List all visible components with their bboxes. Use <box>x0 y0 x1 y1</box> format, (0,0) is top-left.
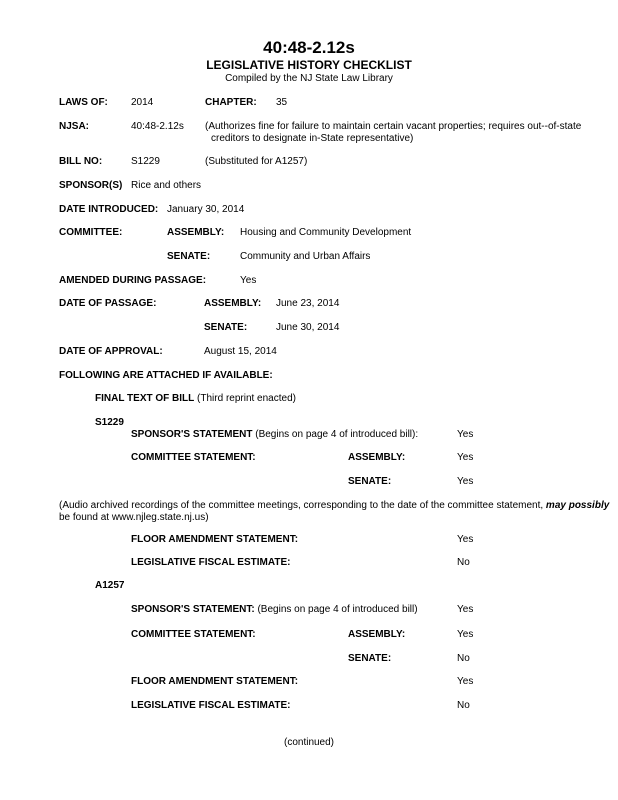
audio-note-line2: be found at www.njleg.state.nj.us) <box>59 512 209 523</box>
s1229-floor-value: Yes <box>457 534 474 545</box>
bill-no-note: (Substituted for A1257) <box>205 156 308 167</box>
audio-note-prefix: (Audio archived recordings of the committee meetings, corresponding to the date of the committee statement, <box>59 500 546 511</box>
chapter-label: CHAPTER: <box>205 97 257 108</box>
committee-assembly-value: Housing and Community Development <box>240 227 412 238</box>
date-introduced-value: January 30, 2014 <box>167 204 245 215</box>
amended-label: AMENDED DURING PASSAGE: <box>59 275 207 286</box>
final-text-row <box>95 393 296 404</box>
s1229-assembly-value: Yes <box>457 452 474 463</box>
s1229-sponsor-statement-note: (Begins on page 4 of introduced bill): <box>255 429 419 440</box>
s1229-senate-label: SENATE: <box>348 476 392 487</box>
chapter-value: 35 <box>276 97 288 108</box>
amended-value: Yes <box>240 275 257 286</box>
date-of-approval-label: DATE OF APPROVAL: <box>59 346 163 357</box>
s1229-sponsor-statement <box>131 429 418 440</box>
njsa-description-line2: creditors to designate in-State representative) <box>211 133 414 144</box>
attached-heading: FOLLOWING ARE ATTACHED IF AVAILABLE: <box>59 370 273 381</box>
a1257-assembly-label: ASSEMBLY: <box>348 629 406 640</box>
bill-no-value: S1229 <box>131 156 160 167</box>
audio-note-emphasis: may possibly <box>545 500 610 511</box>
laws-of-value: 2014 <box>131 97 154 108</box>
committee-assembly-label: ASSEMBLY: <box>167 227 225 238</box>
s1229-label: S1229 <box>95 417 124 428</box>
page-title: 40:48-2.12s <box>263 38 355 57</box>
njsa-description-line1: (Authorizes fine for failure to maintain certain vacant properties; requires out--of-state <box>205 121 582 132</box>
committee-senate-label: SENATE: <box>167 251 211 262</box>
a1257-sponsor-statement-note: (Begins on page 4 of introduced bill) <box>257 604 418 615</box>
a1257-floor-value: Yes <box>457 676 474 687</box>
final-text-label: FINAL TEXT OF BILL <box>95 393 195 404</box>
njsa-label: NJSA: <box>59 121 90 132</box>
a1257-fiscal-label: LEGISLATIVE FISCAL ESTIMATE: <box>131 700 291 711</box>
compiled-by: Compiled by the NJ State Law Library <box>225 73 393 84</box>
a1257-committee-statement-label: COMMITTEE STATEMENT: <box>131 629 256 640</box>
a1257-senate-value: No <box>457 653 470 664</box>
njsa-value: 40:48-2.12s <box>131 121 184 132</box>
s1229-sponsor-statement-label: SPONSOR'S STATEMENT <box>131 429 253 440</box>
s1229-sponsor-statement-value: Yes <box>457 429 474 440</box>
date-introduced-label: DATE INTRODUCED: <box>59 204 159 215</box>
page-subtitle: LEGISLATIVE HISTORY CHECKLIST <box>206 58 412 72</box>
s1229-fiscal-label: LEGISLATIVE FISCAL ESTIMATE: <box>131 557 291 568</box>
s1229-assembly-label: ASSEMBLY: <box>348 452 406 463</box>
a1257-label: A1257 <box>95 580 125 591</box>
passage-senate-value: June 30, 2014 <box>276 322 340 333</box>
laws-of-label: LAWS OF: <box>59 97 108 108</box>
s1229-floor-label: FLOOR AMENDMENT STATEMENT: <box>131 534 299 545</box>
a1257-sponsor-statement <box>131 604 418 615</box>
passage-assembly-value: June 23, 2014 <box>276 298 340 309</box>
a1257-assembly-value: Yes <box>457 629 474 640</box>
a1257-fiscal-value: No <box>457 700 470 711</box>
s1229-senate-value: Yes <box>457 476 474 487</box>
passage-senate-label: SENATE: <box>204 322 248 333</box>
a1257-floor-label: FLOOR AMENDMENT STATEMENT: <box>131 676 299 687</box>
date-of-passage-label: DATE OF PASSAGE: <box>59 298 157 309</box>
committee-label: COMMITTEE: <box>59 227 123 238</box>
passage-assembly-label: ASSEMBLY: <box>204 298 262 309</box>
sponsor-label: SPONSOR(S) <box>59 180 123 191</box>
a1257-sponsor-statement-label: SPONSOR'S STATEMENT: <box>131 604 255 615</box>
a1257-sponsor-statement-value: Yes <box>457 604 474 615</box>
a1257-senate-label: SENATE: <box>348 653 392 664</box>
sponsor-value: Rice and others <box>131 180 202 191</box>
continued-note: (continued) <box>283 737 335 748</box>
audio-note-line1 <box>59 500 609 511</box>
committee-senate-value: Community and Urban Affairs <box>240 251 371 262</box>
date-of-approval-value: August 15, 2014 <box>204 346 277 357</box>
s1229-fiscal-value: No <box>457 557 470 568</box>
s1229-committee-statement-label: COMMITTEE STATEMENT: <box>131 452 256 463</box>
final-text-note: (Third reprint enacted) <box>197 393 296 404</box>
bill-no-label: BILL NO: <box>59 156 103 167</box>
